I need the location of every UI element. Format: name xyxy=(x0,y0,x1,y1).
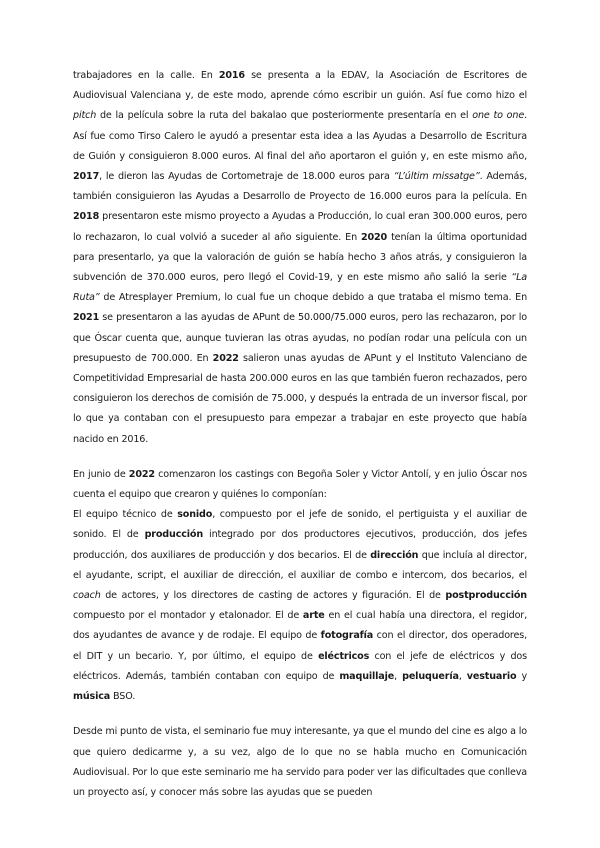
text-run: integrado por dos productores ejecutivos, producción, dos jefes producción, dos auxiliares de producción y dos becarios. El de xyxy=(73,529,527,561)
text-run: de la película sobre la ruta del bakalao que posteriormente presentaría en el xyxy=(96,110,473,122)
bold-text: 2016 xyxy=(218,70,245,81)
bold-text: maquillaje xyxy=(339,670,395,682)
text-run: salieron unas ayudas de APunt y el Instituto Valenciano de Competitividad Empresarial de hasta 200.000 euros en las que también fueron rechazados, pero consiguieron los derechos de comisión de 75.000, y después la entrada de un inversor fiscal, por lo que ya contaban con el presupuesto para empezar a trabajar en este proyecto que había nacido en 2016. xyxy=(73,352,527,445)
bold-text: postproducción xyxy=(445,590,527,602)
bold-text: producción xyxy=(144,529,204,541)
text-run: de Atresplayer Premium, lo cual fue un choque debido a que trataba el mismo tema. En xyxy=(99,292,527,304)
bold-text: fotografía xyxy=(320,630,374,642)
bold-text: 2021 xyxy=(73,312,100,324)
text-run: con el jefe de eléctricos y dos eléctricos. Además, también contaban con equipo de xyxy=(73,650,528,682)
bold-text: 2018 xyxy=(73,211,100,223)
text-run: , le dieron las Ayudas de Cortometraje de 18.000 euros para xyxy=(99,171,394,183)
bold-text: dirección xyxy=(370,549,419,561)
bold-text: 2020 xyxy=(360,231,388,243)
text-run: tenían la última oportunidad para presentarlo, ya que la valoración de guión se había hecho 3 años atrás, y consiguieron la subvención de 370.000 euros, pero llegó el Covid-19, y en este mismo año salió la serie xyxy=(73,231,527,284)
paragraph-history xyxy=(73,66,527,450)
text-run: con el director, dos operadores, el DIT y un becario. Y, por último, el equipo de xyxy=(73,630,527,662)
text-run: compuesto por el montador y etalonador. El de xyxy=(73,610,303,622)
text-run: BSO. xyxy=(110,691,136,703)
text-run: que incluía al director, el ayudante, script, el auxiliar de dirección, el auxiliar de combo e intercom, dos becarios, el xyxy=(73,549,527,581)
paragraph-castings xyxy=(73,465,527,505)
text-run: En junio de xyxy=(73,468,129,480)
text-run: . Además, también consiguieron las Ayudas a Desarrollo de Proyecto de 16.000 euros para la película. En xyxy=(73,171,527,203)
italic-text: “L’últim missatge” xyxy=(393,171,480,183)
bold-text: 2022 xyxy=(212,352,239,364)
text-run: de actores, y los directores de casting de actores y figuración. El de xyxy=(100,590,446,602)
bold-text: música xyxy=(73,691,111,703)
italic-text: one to one xyxy=(472,110,525,122)
bold-text: arte xyxy=(302,610,325,622)
text-run: , compuesto por el jefe de sonido, el pertiguista y el auxiliar de sonido. El de xyxy=(73,509,527,541)
text-run: El equipo técnico de xyxy=(73,509,178,521)
body-text xyxy=(73,66,527,803)
text-run: se presentaron a las ayudas de APunt de 50.000/75.000 euros, pero las rechazaron, por lo que Óscar cuenta que, aunque tuvieran las otras ayudas, no podían rodar una película con un presupuesto de 700.000. En xyxy=(73,312,527,364)
bold-text: vestuario xyxy=(466,670,517,682)
italic-text: coach xyxy=(73,590,101,602)
bold-text: eléctricos xyxy=(318,650,370,662)
italic-text: “La Ruta” xyxy=(73,272,527,304)
paragraph-team xyxy=(73,505,527,707)
bold-text: sonido xyxy=(177,509,213,521)
text-run: , xyxy=(394,670,403,682)
text-run: presentaron este mismo proyecto a Ayudas a Producción, lo cual eran 300.000 euros, pero lo rechazaron, lo cual volvió a suceder al año siguiente. En xyxy=(73,211,527,243)
text-run: Desde mi punto de vista, el seminario fue muy interesante, ya que el mundo del cine es algo a lo que quiero dedicarme y, a su vez, algo de lo que no se habla mucho en Comunicación Audiovisual. Por lo que este seminario me ha servido para poder ver las dificultades que conlleva un proyecto así, y conocer más sobre las ayudas que se pueden xyxy=(73,726,527,798)
text-run: trabajadores en la calle. En xyxy=(73,70,219,81)
text-run: . Así fue como Tirso Calero le ayudó a presentar esta idea a las Ayudas a Desarrollo de Escritura de Guión y consiguieron 8.000 euros. Al final del año aportaron el guión y, en este mismo año, xyxy=(73,110,527,162)
text-run: en el cual había una directora, el regidor, dos ayudantes de avance y de rodaje. El equipo de xyxy=(73,610,527,642)
paragraph-opinion xyxy=(73,722,527,803)
text-run: , xyxy=(458,670,467,682)
bold-text: peluquería xyxy=(402,670,459,682)
text-run: comenzaron los castings con Begoña Soler y Victor Antolí, y en julio Óscar nos cuenta el equipo que crearon y quiénes lo componían: xyxy=(73,468,527,501)
text-run: y xyxy=(516,670,527,682)
bold-text: 2022 xyxy=(128,468,155,480)
text-run: se presenta a la EDAV, la Asociación de Escritores de Audiovisual Valenciana y, de este modo, aprende cómo escribir un guión. Así fue como hizo el xyxy=(73,70,527,102)
bold-text: 2017 xyxy=(73,171,100,183)
italic-text: pitch xyxy=(73,110,97,122)
